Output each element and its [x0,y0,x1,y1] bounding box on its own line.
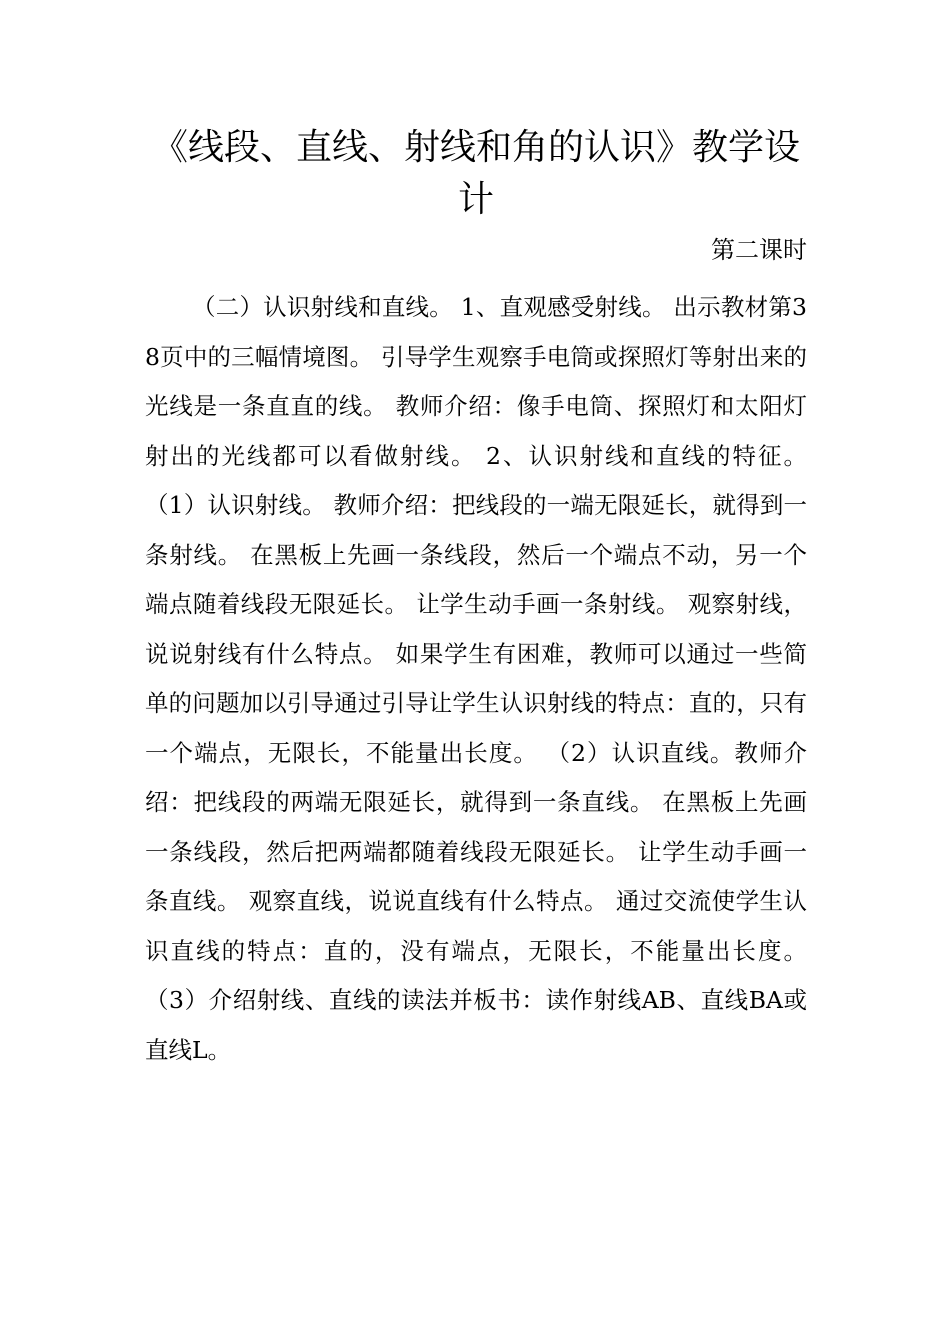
body-paragraph: （二）认识射线和直线。 1、直观感受射线。 出示教材第38页中的三幅情境图。 引导学生观察手电筒或探照灯等射出来的光线是一条直直的线。 教师介绍：像手电筒、探照灯和太阳灯射出的光线都可以看做射线。 2、认识射线和直线的特征。 （1）认识射线。 教师介绍：把线段的一端无限延长，就得到一条射线。 在黑板上先画一条线段，然后一个端点不动，另一个端点随着线段无限延长。 让学生动手画一条射线。 观察射线，说说射线有什么特点。 如果学生有困难，教师可以通过一些简单的问题加以引导通过引导让学生认识射线的特点：直的，只有一个端点，无限长，不能量出长度。 （2）认识直线。教师介绍：把线段的两端无限延长，就得到一条直线。 在黑板上先画一条线段，然后把两端都随着线段无限延长。 让学生动手画一条直线。 观察直线，说说直线有什么特点。 通过交流使学生认识直线的特点：直的，没有端点，无限长，不能量出长度。 （3）介绍射线、直线的读法并板书：读作射线AB、直线BA或直线L。 [145,293,807,1064]
lesson-label: 第二课时 [711,236,807,264]
document-title: 《线段、直线、射线和角的认识》教学设计 [151,127,800,220]
